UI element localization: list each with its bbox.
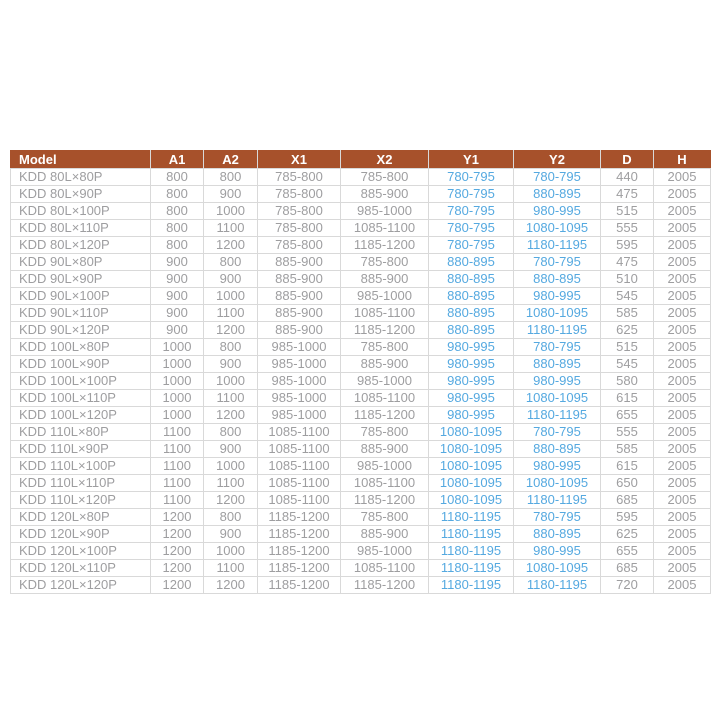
cell-h: 2005 [654, 288, 711, 305]
cell-a1: 1000 [151, 373, 204, 390]
cell-a2: 1100 [204, 390, 258, 407]
cell-d: 615 [601, 390, 654, 407]
table-row [11, 169, 711, 186]
cell-a1: 1000 [151, 356, 204, 373]
cell-model: KDD 110L×100P [11, 458, 151, 475]
cell-a1: 1100 [151, 441, 204, 458]
cell-y1: 980-995 [429, 407, 514, 424]
cell-y1: 880-895 [429, 254, 514, 271]
cell-y2: 1180-1195 [514, 322, 601, 339]
cell-d: 685 [601, 492, 654, 509]
cell-h: 2005 [654, 203, 711, 220]
cell-x2: 1185-1200 [341, 492, 429, 509]
cell-x1: 1185-1200 [258, 509, 341, 526]
column-header-d: D [601, 151, 654, 169]
cell-h: 2005 [654, 373, 711, 390]
cell-x2: 1085-1100 [341, 560, 429, 577]
cell-x2: 885-900 [341, 271, 429, 288]
cell-a2: 1100 [204, 560, 258, 577]
cell-a2: 1200 [204, 407, 258, 424]
cell-y1: 1080-1095 [429, 475, 514, 492]
column-header-h: H [654, 151, 711, 169]
cell-x1: 785-800 [258, 169, 341, 186]
cell-x1: 785-800 [258, 203, 341, 220]
table-row [11, 322, 711, 339]
cell-y2: 980-995 [514, 458, 601, 475]
table-row [11, 424, 711, 441]
cell-a1: 1100 [151, 492, 204, 509]
cell-x2: 785-800 [341, 254, 429, 271]
cell-x2: 1185-1200 [341, 237, 429, 254]
cell-model: KDD 80L×80P [11, 169, 151, 186]
cell-d: 475 [601, 186, 654, 203]
cell-x2: 1185-1200 [341, 322, 429, 339]
cell-model: KDD 100L×110P [11, 390, 151, 407]
cell-model: KDD 90L×120P [11, 322, 151, 339]
cell-x1: 785-800 [258, 220, 341, 237]
cell-a1: 900 [151, 254, 204, 271]
cell-y1: 980-995 [429, 373, 514, 390]
column-header-x1: X1 [258, 151, 341, 169]
cell-y1: 880-895 [429, 271, 514, 288]
cell-a1: 1000 [151, 390, 204, 407]
cell-x2: 785-800 [341, 339, 429, 356]
cell-d: 685 [601, 560, 654, 577]
cell-d: 615 [601, 458, 654, 475]
cell-d: 585 [601, 305, 654, 322]
cell-x1: 885-900 [258, 254, 341, 271]
cell-y2: 780-795 [514, 509, 601, 526]
cell-y1: 1180-1195 [429, 577, 514, 594]
cell-h: 2005 [654, 475, 711, 492]
cell-a2: 1000 [204, 458, 258, 475]
cell-a1: 1200 [151, 526, 204, 543]
table-row [11, 458, 711, 475]
table-row [11, 271, 711, 288]
cell-d: 510 [601, 271, 654, 288]
cell-a1: 800 [151, 186, 204, 203]
cell-h: 2005 [654, 407, 711, 424]
cell-model: KDD 120L×120P [11, 577, 151, 594]
cell-x2: 985-1000 [341, 373, 429, 390]
column-header-y1: Y1 [429, 151, 514, 169]
cell-model: KDD 80L×110P [11, 220, 151, 237]
cell-x1: 785-800 [258, 186, 341, 203]
cell-d: 655 [601, 407, 654, 424]
cell-h: 2005 [654, 577, 711, 594]
cell-y1: 1180-1195 [429, 526, 514, 543]
column-header-y2: Y2 [514, 151, 601, 169]
cell-y2: 780-795 [514, 254, 601, 271]
cell-y2: 1080-1095 [514, 305, 601, 322]
cell-y2: 780-795 [514, 169, 601, 186]
cell-a1: 800 [151, 220, 204, 237]
cell-model: KDD 100L×90P [11, 356, 151, 373]
cell-x1: 1085-1100 [258, 441, 341, 458]
cell-x2: 785-800 [341, 169, 429, 186]
cell-d: 580 [601, 373, 654, 390]
cell-h: 2005 [654, 441, 711, 458]
column-header-model: Model [11, 151, 151, 169]
cell-a2: 1000 [204, 203, 258, 220]
cell-y1: 780-795 [429, 237, 514, 254]
cell-x1: 985-1000 [258, 339, 341, 356]
cell-x1: 885-900 [258, 322, 341, 339]
cell-h: 2005 [654, 186, 711, 203]
cell-a2: 1200 [204, 322, 258, 339]
cell-a2: 800 [204, 339, 258, 356]
cell-x2: 785-800 [341, 424, 429, 441]
cell-y2: 1080-1095 [514, 475, 601, 492]
cell-d: 655 [601, 543, 654, 560]
cell-y2: 880-895 [514, 356, 601, 373]
cell-model: KDD 100L×80P [11, 339, 151, 356]
cell-a2: 1000 [204, 373, 258, 390]
cell-h: 2005 [654, 543, 711, 560]
cell-model: KDD 110L×110P [11, 475, 151, 492]
cell-a2: 1000 [204, 288, 258, 305]
cell-y2: 1080-1095 [514, 220, 601, 237]
cell-x2: 1085-1100 [341, 220, 429, 237]
cell-y2: 880-895 [514, 441, 601, 458]
cell-y2: 1180-1195 [514, 577, 601, 594]
cell-y1: 1080-1095 [429, 441, 514, 458]
cell-x2: 1085-1100 [341, 390, 429, 407]
cell-y1: 780-795 [429, 169, 514, 186]
cell-model: KDD 90L×100P [11, 288, 151, 305]
cell-d: 595 [601, 509, 654, 526]
cell-d: 625 [601, 526, 654, 543]
cell-a1: 800 [151, 169, 204, 186]
cell-x1: 985-1000 [258, 390, 341, 407]
cell-a2: 1200 [204, 492, 258, 509]
cell-h: 2005 [654, 390, 711, 407]
cell-a1: 1000 [151, 339, 204, 356]
cell-h: 2005 [654, 526, 711, 543]
cell-h: 2005 [654, 305, 711, 322]
cell-y1: 880-895 [429, 288, 514, 305]
cell-h: 2005 [654, 322, 711, 339]
cell-y1: 1180-1195 [429, 560, 514, 577]
cell-model: KDD 100L×120P [11, 407, 151, 424]
column-header-a1: A1 [151, 151, 204, 169]
cell-x2: 1185-1200 [341, 577, 429, 594]
cell-y1: 980-995 [429, 339, 514, 356]
cell-a2: 800 [204, 424, 258, 441]
cell-y1: 980-995 [429, 390, 514, 407]
cell-a1: 900 [151, 305, 204, 322]
cell-y2: 1080-1095 [514, 560, 601, 577]
cell-x2: 985-1000 [341, 203, 429, 220]
cell-y1: 1180-1195 [429, 543, 514, 560]
cell-x2: 1085-1100 [341, 305, 429, 322]
cell-d: 545 [601, 288, 654, 305]
cell-y2: 780-795 [514, 339, 601, 356]
cell-y2: 980-995 [514, 288, 601, 305]
table-row [11, 390, 711, 407]
cell-a2: 900 [204, 271, 258, 288]
cell-h: 2005 [654, 220, 711, 237]
cell-a1: 1100 [151, 475, 204, 492]
cell-x2: 985-1000 [341, 458, 429, 475]
cell-model: KDD 90L×80P [11, 254, 151, 271]
cell-x1: 1085-1100 [258, 475, 341, 492]
cell-y1: 780-795 [429, 186, 514, 203]
table-row [11, 577, 711, 594]
cell-d: 720 [601, 577, 654, 594]
cell-model: KDD 80L×90P [11, 186, 151, 203]
cell-x2: 1085-1100 [341, 475, 429, 492]
cell-d: 595 [601, 237, 654, 254]
cell-a2: 1000 [204, 543, 258, 560]
cell-d: 625 [601, 322, 654, 339]
cell-a2: 1100 [204, 475, 258, 492]
table-row [11, 203, 711, 220]
cell-y2: 1180-1195 [514, 407, 601, 424]
cell-y2: 880-895 [514, 186, 601, 203]
table-row [11, 492, 711, 509]
cell-model: KDD 120L×90P [11, 526, 151, 543]
cell-h: 2005 [654, 458, 711, 475]
cell-y2: 980-995 [514, 373, 601, 390]
cell-d: 555 [601, 220, 654, 237]
cell-a2: 900 [204, 526, 258, 543]
cell-x2: 885-900 [341, 186, 429, 203]
cell-model: KDD 80L×120P [11, 237, 151, 254]
cell-y2: 1080-1095 [514, 390, 601, 407]
cell-a2: 900 [204, 186, 258, 203]
cell-a2: 1100 [204, 220, 258, 237]
cell-y2: 1180-1195 [514, 492, 601, 509]
table-row [11, 407, 711, 424]
cell-x1: 1085-1100 [258, 458, 341, 475]
cell-d: 585 [601, 441, 654, 458]
cell-h: 2005 [654, 169, 711, 186]
cell-model: KDD 120L×100P [11, 543, 151, 560]
table-row [11, 305, 711, 322]
cell-h: 2005 [654, 339, 711, 356]
cell-y2: 780-795 [514, 424, 601, 441]
cell-a2: 1200 [204, 577, 258, 594]
cell-y1: 780-795 [429, 203, 514, 220]
cell-y2: 980-995 [514, 203, 601, 220]
cell-a1: 1100 [151, 458, 204, 475]
cell-x1: 1185-1200 [258, 543, 341, 560]
table-row [11, 186, 711, 203]
cell-x1: 1185-1200 [258, 560, 341, 577]
cell-a1: 1000 [151, 407, 204, 424]
cell-x1: 885-900 [258, 305, 341, 322]
cell-d: 515 [601, 339, 654, 356]
cell-a2: 900 [204, 356, 258, 373]
cell-h: 2005 [654, 271, 711, 288]
cell-x1: 985-1000 [258, 407, 341, 424]
cell-x2: 885-900 [341, 356, 429, 373]
cell-a1: 800 [151, 237, 204, 254]
table-row [11, 356, 711, 373]
spec-table-container [10, 150, 711, 594]
cell-x1: 1185-1200 [258, 526, 341, 543]
cell-model: KDD 90L×90P [11, 271, 151, 288]
model-spec-table [10, 150, 711, 594]
table-header-row [11, 151, 711, 169]
table-body [11, 169, 711, 594]
cell-y1: 880-895 [429, 322, 514, 339]
cell-a1: 800 [151, 203, 204, 220]
cell-x2: 885-900 [341, 526, 429, 543]
cell-h: 2005 [654, 509, 711, 526]
cell-y2: 880-895 [514, 526, 601, 543]
cell-x2: 885-900 [341, 441, 429, 458]
cell-model: KDD 80L×100P [11, 203, 151, 220]
cell-y1: 1080-1095 [429, 458, 514, 475]
cell-y1: 780-795 [429, 220, 514, 237]
cell-model: KDD 100L×100P [11, 373, 151, 390]
cell-x1: 985-1000 [258, 356, 341, 373]
table-row [11, 339, 711, 356]
cell-x2: 985-1000 [341, 543, 429, 560]
cell-model: KDD 120L×80P [11, 509, 151, 526]
cell-a1: 900 [151, 288, 204, 305]
cell-y1: 1180-1195 [429, 509, 514, 526]
cell-x1: 985-1000 [258, 373, 341, 390]
cell-y1: 1080-1095 [429, 424, 514, 441]
cell-model: KDD 110L×120P [11, 492, 151, 509]
table-row [11, 254, 711, 271]
cell-h: 2005 [654, 254, 711, 271]
cell-a1: 900 [151, 322, 204, 339]
cell-h: 2005 [654, 560, 711, 577]
cell-x2: 1185-1200 [341, 407, 429, 424]
cell-d: 650 [601, 475, 654, 492]
cell-x1: 1185-1200 [258, 577, 341, 594]
cell-a1: 1200 [151, 543, 204, 560]
cell-a2: 1100 [204, 305, 258, 322]
cell-model: KDD 120L×110P [11, 560, 151, 577]
cell-a2: 800 [204, 169, 258, 186]
cell-y1: 880-895 [429, 305, 514, 322]
cell-d: 515 [601, 203, 654, 220]
cell-a2: 1200 [204, 237, 258, 254]
table-head [11, 151, 711, 169]
table-row [11, 220, 711, 237]
cell-model: KDD 110L×90P [11, 441, 151, 458]
cell-x1: 785-800 [258, 237, 341, 254]
cell-h: 2005 [654, 424, 711, 441]
cell-a1: 1200 [151, 577, 204, 594]
cell-y2: 880-895 [514, 271, 601, 288]
cell-a2: 800 [204, 509, 258, 526]
cell-d: 475 [601, 254, 654, 271]
cell-y2: 980-995 [514, 543, 601, 560]
column-header-a2: A2 [204, 151, 258, 169]
cell-a1: 1100 [151, 424, 204, 441]
cell-model: KDD 90L×110P [11, 305, 151, 322]
cell-y2: 1180-1195 [514, 237, 601, 254]
cell-x2: 985-1000 [341, 288, 429, 305]
cell-h: 2005 [654, 237, 711, 254]
cell-x2: 785-800 [341, 509, 429, 526]
table-row [11, 288, 711, 305]
cell-y1: 980-995 [429, 356, 514, 373]
cell-x1: 885-900 [258, 288, 341, 305]
table-row [11, 509, 711, 526]
cell-y1: 1080-1095 [429, 492, 514, 509]
cell-d: 440 [601, 169, 654, 186]
cell-a1: 1200 [151, 509, 204, 526]
cell-a2: 800 [204, 254, 258, 271]
cell-a2: 900 [204, 441, 258, 458]
cell-model: KDD 110L×80P [11, 424, 151, 441]
table-row [11, 441, 711, 458]
table-row [11, 526, 711, 543]
cell-h: 2005 [654, 492, 711, 509]
cell-x1: 1085-1100 [258, 492, 341, 509]
cell-a1: 1200 [151, 560, 204, 577]
cell-d: 545 [601, 356, 654, 373]
table-row [11, 475, 711, 492]
table-row [11, 237, 711, 254]
column-header-x2: X2 [341, 151, 429, 169]
cell-x1: 885-900 [258, 271, 341, 288]
cell-h: 2005 [654, 356, 711, 373]
table-row [11, 373, 711, 390]
cell-x1: 1085-1100 [258, 424, 341, 441]
cell-d: 555 [601, 424, 654, 441]
cell-a1: 900 [151, 271, 204, 288]
table-row [11, 543, 711, 560]
table-row [11, 560, 711, 577]
